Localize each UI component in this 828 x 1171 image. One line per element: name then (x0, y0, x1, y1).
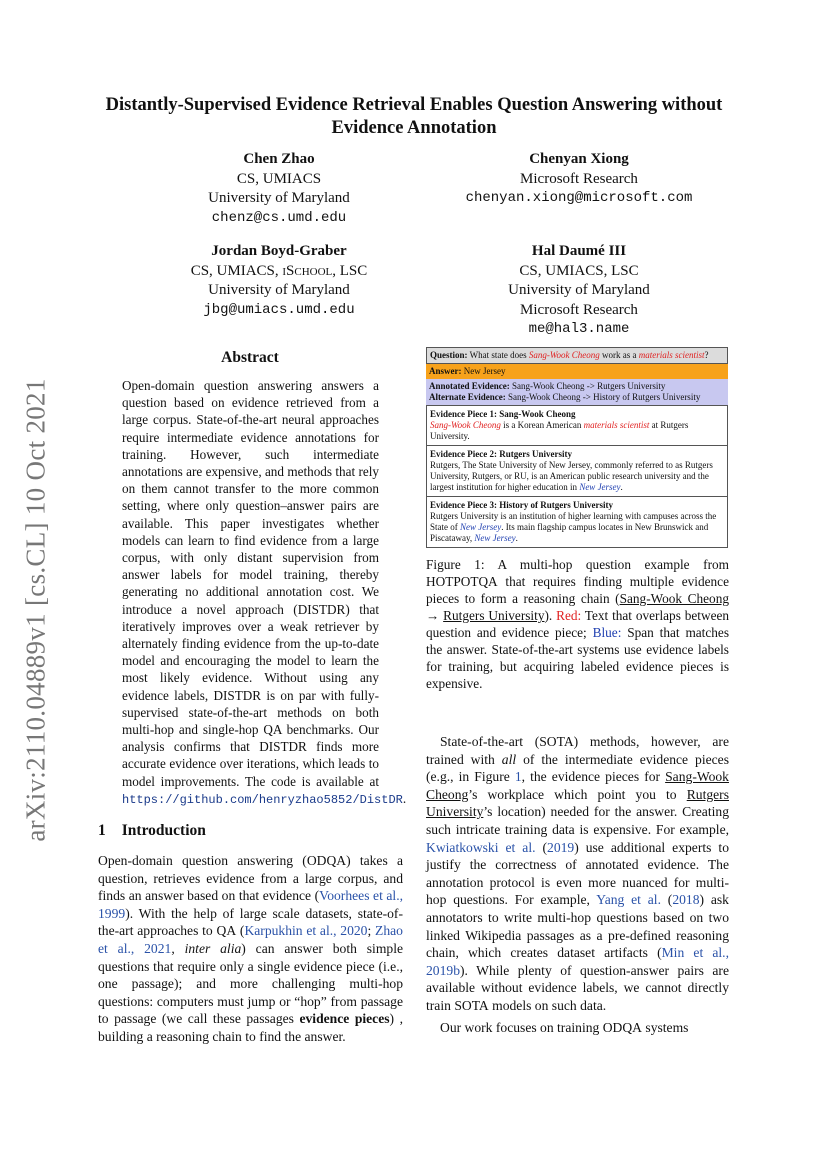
citation-link[interactable]: 2018 (672, 892, 700, 908)
body-text-right (426, 733, 729, 1036)
figure-ref-link[interactable]: 1 (514, 769, 522, 785)
paragraph: Our work focuses on training ODQA systems (440, 1019, 689, 1035)
author-affiliation: CS, UMIACS, LSC (519, 262, 639, 279)
citation-link[interactable]: 2019 (547, 839, 575, 855)
author-name: Chenyan Xiong (529, 151, 629, 167)
abstract-heading: Abstract (221, 349, 279, 366)
author-email: jbg@umiacs.umd.edu (203, 301, 355, 318)
code-link[interactable]: https://github.com/henryzhao5852/DistDR (122, 792, 403, 807)
abstract-text: Open-domain question answering answers a question based on evidence retrieved from a large corpus. State-of-the-art neural approaches require intermediate evidence annotations for training. However, such intermediate annotations are expensive, and methods that rely on them cannot transfer to the more common setting, where only question–answer pairs are available. This paper investigates whether models can learn to find evidence from a large corpus, with only distant supervision from answer labels for model training, thereby generating no additional annotation cost. We introduce a novel approach (DISTDR) that iteratively improves over a weak retriever by alternately finding evidence from the up-to-date model and encouraging the model to learn the most likely evidence. Without using any evidence labels, DISTDR is on par with fully-supervised state-of-the-art methods on both multi-hop and single-hop QA benchmarks. Our analysis confirms that DISTDR finds more accurate evidence over iterations, which leads to model improvements. The code is available at https://github.com/henryzhao5852/DistDR. (122, 378, 407, 807)
author-affiliation: CS, UMIACS, iSchool, LSC (190, 262, 368, 279)
author-name: Hal Daumé III (531, 243, 627, 259)
section-heading-introduction: 1 Introduction (98, 822, 206, 839)
arxiv-identifier: arXiv:2110.04889v1 [cs.CL] 10 Oct 2021 (20, 378, 51, 842)
author-block-2 (430, 150, 728, 209)
author-institution-2: Microsoft Research (520, 301, 638, 318)
author-email: chenyan.xiong@microsoft.com (465, 190, 693, 206)
author-name: Jordan Boyd-Graber (211, 243, 347, 259)
author-block-3 (170, 242, 388, 320)
citation-link[interactable]: Voorhees et al., 1999 (98, 888, 403, 921)
figure-answer-row: Answer: New Jersey (426, 364, 728, 379)
evidence-piece-2: Evidence Piece 2: Rutgers University Rutgers, The State University of New Jersey, commonly referred to as Rutgers University, Rutgers, or RU, is an American public research university and the largest institution for higher education in New Jersey. (426, 446, 728, 497)
author-affiliation: CS, UMIACS (236, 170, 322, 187)
citation-link[interactable]: Zhao et al., 2021 (98, 923, 403, 956)
figure-caption: Figure 1: A multi-hop question example from HOTPOTQA that requires finding multiple evidence pieces to form a reasoning chain (Sang-Wook Cheong → Rutgers University). Red: Text that overlaps between question and evidence piece; Blue: Span that matches the answer. State-of-the-art systems use evidence labels for training, but acquiring labeled evidence pieces is expensive. (426, 557, 730, 691)
author-block-4 (460, 242, 698, 340)
figure-evidence-row: Annotated Evidence: Sang-Wook Cheong -> Rutgers University Alternate Evidence: Sang-Wook Cheong -> History of Rutgers University (426, 379, 728, 405)
citation-link[interactable]: Karpukhin et al., 2020 (244, 923, 368, 939)
evidence-piece-3: Evidence Piece 3: History of Rutgers University Rutgers University is an institution of higher learning with campuses across the State of New Jersey. Its main flagship campus locates in New Brunswick and Piscataway, New Jersey. (426, 497, 728, 548)
citation-link[interactable]: Min et al., 2019b (426, 945, 729, 978)
author-block-1 (196, 150, 362, 228)
author-institution: University of Maryland (208, 190, 350, 206)
citation-link[interactable]: Kwiatkowski et al. (426, 839, 536, 855)
author-email: me@hal3.name (528, 321, 630, 337)
author-institution: University of Maryland (208, 282, 350, 298)
author-institution: University of Maryland (508, 282, 650, 298)
author-name: Chen Zhao (243, 151, 315, 167)
intro-paragraph: Open-domain question answering (ODQA) takes a question, retrieves evidence from a large corpus, and finds an answer based on that evidence (Voorhees et al., 1999). With the help of large scale datasets, state-of-the-art approaches to QA (Karpukhin et al., 2020; Zhao et al., 2021, inter alia) can answer both simple questions that require only a single evidence piece (i.e., one passage); and more challenging multi-hop questions: computers must jump or “hop” from passage to passage (we call these passages evidence pieces) , building a reasoning chain to find the answer. (98, 853, 404, 1044)
author-institution: Microsoft Research (520, 170, 638, 187)
citation-link[interactable]: Yang et al. (596, 892, 661, 908)
figure-question-row: Question: What state does Sang-Wook Cheong work as a materials scientist? (426, 347, 728, 364)
figure-1 (426, 347, 728, 548)
paper-title: Distantly-Supervised Evidence Retrieval Enables Question Answering without Evidence Annotation (105, 95, 723, 138)
paragraph: State-of-the-art (SOTA) methods, however, are trained with all of the intermediate evidence pieces (e.g., in Figure 1, the evidence pieces for Sang-Wook Cheong’s workplace which point you to Rutgers University’s location) needed for the answer. Creating such intricate training data is expensive. For example, Kwiatkowski et al. (2019) use additional experts to justify the correctness of annotated evidence. The annotation protocol is even more nuanced for multi-hop questions. For example, Yang et al. (2018) ask annotators to write multi-hop questions based on two linked Wikipedia passages as a pre-defined reasoning chain, which creates dataset artifacts (Min et al., 2019b). While plenty of question-answer pairs are available without evidence labels, we cannot directly train SOTA models on such data. (426, 734, 729, 1013)
evidence-piece-1: Evidence Piece 1: Sang-Wook Cheong Sang-Wook Cheong is a Korean American materials scientist at Rutgers University. (426, 405, 728, 446)
author-email: chenz@cs.umd.edu (211, 209, 347, 226)
